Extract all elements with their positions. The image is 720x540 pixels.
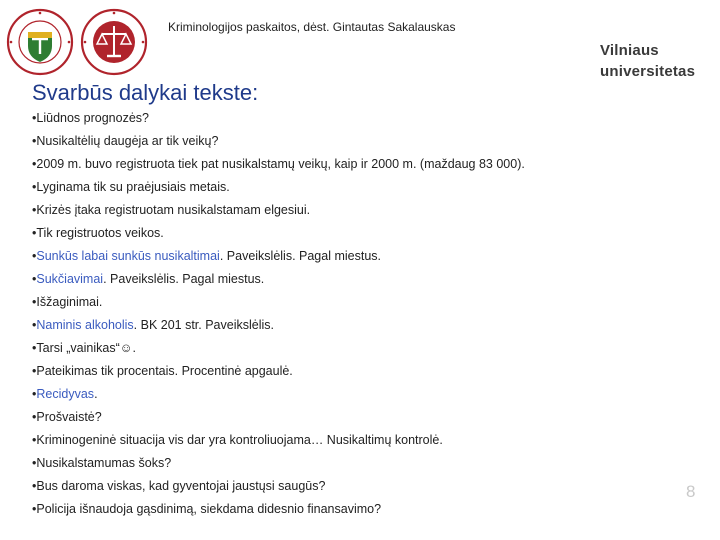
bullet-item bbox=[32, 453, 672, 476]
bullet-item-text: Nusikalstamumas šoks? bbox=[36, 456, 172, 470]
bullet-item bbox=[32, 315, 672, 338]
bullet-marker: • bbox=[32, 157, 37, 171]
bullet-marker: • bbox=[32, 226, 37, 240]
bullet-item bbox=[32, 499, 672, 522]
bullet-item bbox=[32, 292, 672, 315]
vilnius-university-seal-logo bbox=[6, 8, 74, 76]
bullet-item bbox=[32, 407, 672, 430]
bullet-list bbox=[32, 108, 672, 522]
bullet-marker: • bbox=[32, 180, 37, 194]
bullet-item-text: . Paveikslėlis. Pagal miestus. bbox=[103, 272, 265, 286]
bullet-marker: • bbox=[32, 111, 37, 125]
bullet-item bbox=[32, 108, 672, 131]
bullet-item bbox=[32, 338, 672, 361]
bullet-marker: • bbox=[32, 364, 37, 378]
bullet-item bbox=[32, 430, 672, 453]
bullet-marker: • bbox=[32, 433, 37, 447]
bullet-marker: • bbox=[32, 410, 37, 424]
bullet-marker: • bbox=[32, 318, 37, 332]
bullet-marker: • bbox=[32, 134, 37, 148]
law-faculty-seal-logo bbox=[80, 8, 148, 76]
bullet-item bbox=[32, 177, 672, 200]
bullet-item-text: Prošvaistė? bbox=[36, 410, 102, 424]
bullet-item bbox=[32, 269, 672, 292]
bullet-marker: • bbox=[32, 249, 37, 263]
bullet-marker: • bbox=[32, 479, 37, 493]
bullet-marker: • bbox=[32, 341, 37, 355]
bullet-item-text: Tik registruotos veikos. bbox=[36, 226, 164, 240]
course-header: Kriminologijos paskaitos, dėst. Gintautas Sakalauskas bbox=[168, 20, 456, 34]
bullet-item-link[interactable]: Sunkūs labai sunkūs nusikaltimai bbox=[36, 249, 220, 263]
bullet-marker: • bbox=[32, 387, 37, 401]
bullet-item bbox=[32, 476, 672, 499]
bullet-item-text: . Paveikslėlis. Pagal miestus. bbox=[219, 249, 382, 263]
bullet-item bbox=[32, 131, 672, 154]
university-wordmark-line1: Vilniaus bbox=[600, 42, 659, 59]
bullet-item bbox=[32, 223, 672, 246]
university-wordmark bbox=[600, 40, 695, 82]
bullet-item bbox=[32, 154, 672, 177]
bullet-item-text: 2009 m. buvo registruota tiek pat nusikalstamų veikų, kaip ir 2000 m. (maždaug 83 000). bbox=[36, 157, 525, 171]
bullet-item-link[interactable]: Recidyvas bbox=[36, 387, 95, 401]
bullet-marker: • bbox=[32, 295, 37, 309]
bullet-marker: • bbox=[32, 502, 37, 516]
bullet-item-text: Tarsi „vainikas“☺. bbox=[36, 341, 136, 355]
bullet-item-text: Krizės įtaka registruotam nusikalstamam elgesiui. bbox=[36, 203, 311, 217]
bullet-item-text: Kriminogeninė situacija vis dar yra kontroliuojama… Nusikaltimų kontrolė. bbox=[36, 433, 443, 447]
bullet-item-text: Bus daroma viskas, kad gyventojai jaustųsi saugūs? bbox=[36, 479, 326, 493]
university-wordmark-line2: universitetas bbox=[600, 63, 696, 80]
bullet-item-text: Pateikimas tik procentais. Procentinė apgaulė. bbox=[36, 364, 293, 378]
bullet-item-text: . bbox=[94, 387, 98, 401]
bullet-item bbox=[32, 200, 672, 223]
bullet-marker: • bbox=[32, 203, 37, 217]
bullet-item-text: Išžaginimai. bbox=[36, 295, 103, 309]
bullet-marker: • bbox=[32, 272, 37, 286]
page-number: 8 bbox=[686, 482, 696, 501]
bullet-item bbox=[32, 384, 672, 407]
bullet-item-text: Lyginama tik su praėjusiais metais. bbox=[36, 180, 230, 194]
bullet-item bbox=[32, 361, 672, 384]
bullet-item-link[interactable]: Sukčiavimai bbox=[36, 272, 104, 286]
bullet-item bbox=[32, 246, 672, 269]
bullet-marker: • bbox=[32, 456, 37, 470]
bullet-item-text: Policija išnaudoja gąsdinimą, siekdama didesnio finansavimo? bbox=[36, 502, 382, 516]
bullet-item-text: Nusikaltėlių daugėja ar tik veikų? bbox=[36, 134, 219, 148]
bullet-item-text: Liūdnos prognozės? bbox=[36, 111, 149, 125]
slide-title: Svarbūs dalykai tekste: bbox=[32, 80, 259, 105]
bullet-item-text: . BK 201 str. Paveikslėlis. bbox=[133, 318, 274, 332]
bullet-item-link[interactable]: Naminis alkoholis bbox=[36, 318, 134, 332]
